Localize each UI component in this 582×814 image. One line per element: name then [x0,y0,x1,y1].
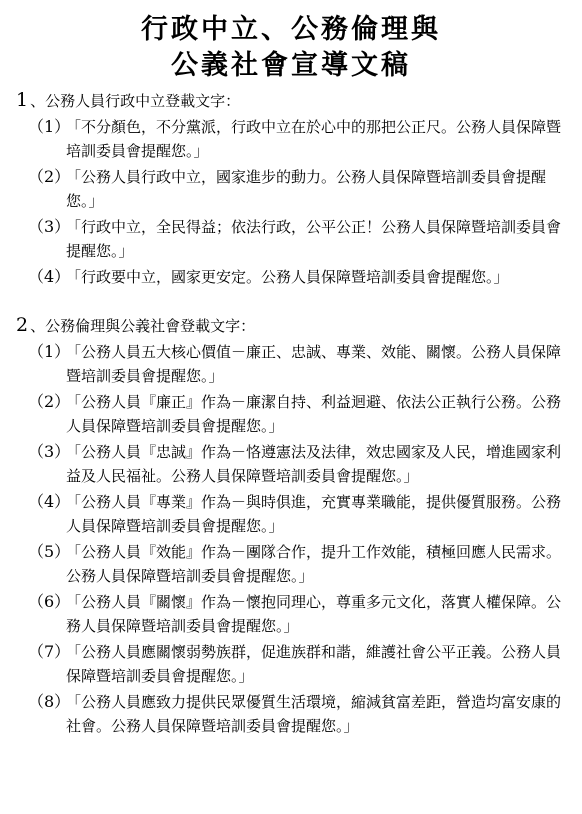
list-item [14,340,568,388]
item-text: 「公務人員行政中立，國家進步的動力。公務人員保障暨培訓委員會提醒您。」 [66,168,547,210]
section-neutrality [14,90,568,289]
list-item [14,215,568,263]
list-item [14,540,568,588]
item-text: 「公務人員應致力提供民眾優質生活環境，縮減貧富差距，營造均富安康的社會。公務人員保障暨培訓委員會提醒您。」 [66,693,562,735]
title-line-2: 公義社會宣導文稿 [171,50,411,81]
item-marker: （5） [28,542,71,561]
item-text: 「公務人員『專業』作為－與時俱進，充實專業職能，提供優質服務。公務人員保障暨培訓委員會提醒您。」 [66,493,562,535]
document-title [14,12,568,84]
section-spacer [14,291,568,309]
list-item [14,115,568,163]
item-text: 「公務人員應關懷弱勢族群，促進族群和諧，維護社會公平正義。公務人員保障暨培訓委員會提醒您。」 [66,643,562,685]
section-ethics [14,315,568,738]
title-line-1: 行政中立、公務倫理與 [141,14,441,45]
item-marker: （4） [28,492,71,511]
list-item [14,690,568,738]
item-marker: （2） [28,392,71,411]
section-number: 2 [16,314,29,336]
section-heading [14,90,568,112]
item-marker: （8） [28,692,71,711]
item-text: 「不分顏色，不分黨派，行政中立在於心中的那把公正尺。公務人員保障暨培訓委員會提醒您。」 [66,118,562,160]
item-text: 「公務人員『廉正』作為－廉潔自持、利益迴避、依法公正執行公務。公務人員保障暨培訓委員會提醒您。」 [66,393,562,435]
list-item [14,165,568,213]
list-item [14,390,568,438]
list-item [14,590,568,638]
item-text: 「行政要中立，國家更安定。公務人員保障暨培訓委員會提醒您。」 [66,268,509,286]
item-marker: （7） [28,642,71,661]
list-item [14,265,568,289]
item-text: 「公務人員『效能』作為－團隊合作，提升工作效能，積極回應人民需求。公務人員保障暨培訓委員會提醒您。」 [66,543,562,585]
section-heading [14,315,568,337]
item-text: 「行政中立，全民得益；依法行政，公平公正！公務人員保障暨培訓委員會提醒您。」 [66,218,562,260]
item-text: 「公務人員五大核心價值－廉正、忠誠、專業、效能、關懷。公務人員保障暨培訓委員會提醒您。」 [66,343,562,385]
section-number: 1 [16,89,29,111]
item-marker: （2） [28,167,71,186]
list-item [14,440,568,488]
item-marker: （1） [28,342,71,361]
item-marker: （3） [28,217,71,236]
list-item [14,490,568,538]
item-text: 「公務人員『關懷』作為－懷抱同理心，尊重多元文化，落實人權保障。公務人員保障暨培訓委員會提醒您。」 [66,593,562,635]
item-marker: （1） [28,117,71,136]
item-text: 「公務人員『忠誠』作為－恪遵憲法及法律，效忠國家及人民，增進國家利益及人民福祉。公務人員保障暨培訓委員會提醒您。」 [66,443,562,485]
list-item [14,640,568,688]
item-marker: （4） [28,267,71,286]
item-marker: （3） [28,442,71,461]
section-heading-text: 、公務人員行政中立登載文字： [30,92,241,110]
item-marker: （6） [28,592,71,611]
section-heading-text: 、公務倫理與公義社會登載文字： [30,317,256,335]
